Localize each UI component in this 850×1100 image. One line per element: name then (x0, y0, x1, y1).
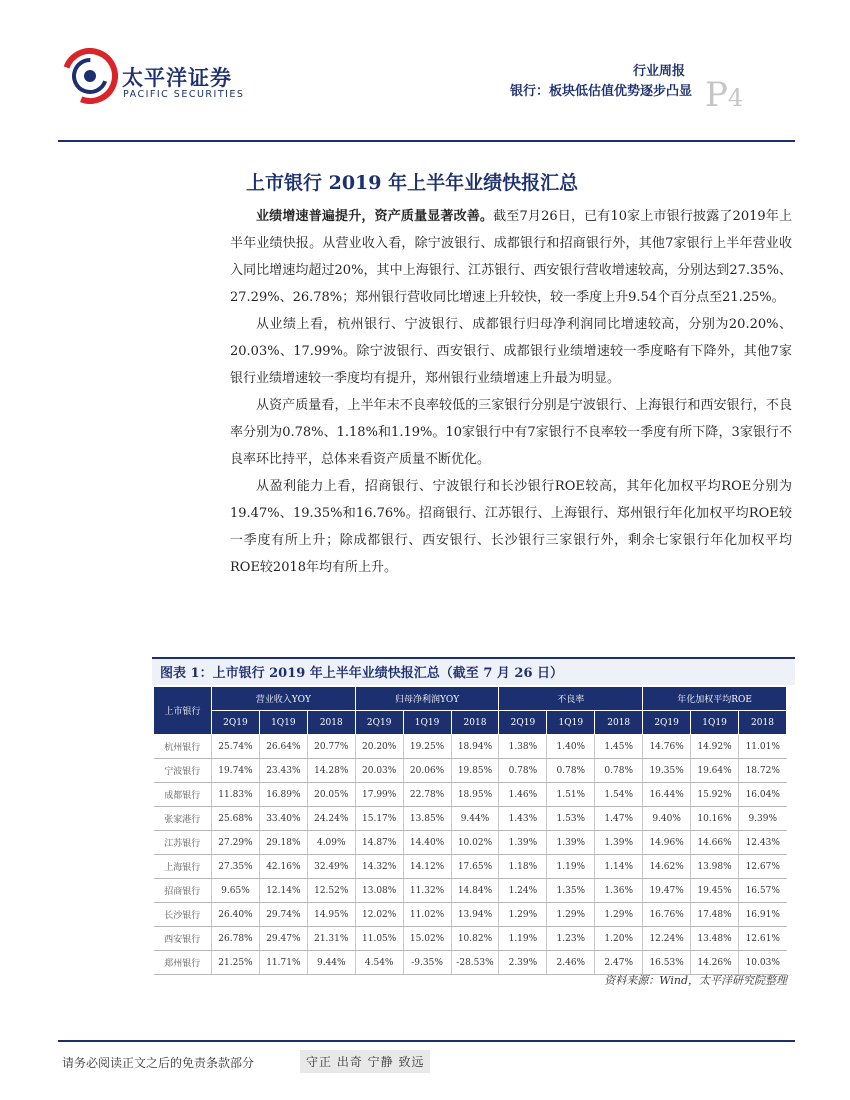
page-number (705, 75, 744, 115)
value-cell: 26.64% (259, 735, 307, 759)
paragraph (230, 203, 792, 311)
value-cell: 12.43% (738, 831, 786, 855)
value-cell: 10.82% (451, 927, 499, 951)
value-cell: 1.51% (547, 783, 595, 807)
group-header-net-profit: 归母净利润YOY (355, 687, 499, 711)
value-cell: 12.67% (738, 855, 786, 879)
value-cell: 13.48% (691, 927, 739, 951)
value-cell: 11.05% (355, 927, 403, 951)
table-row (154, 783, 787, 807)
value-cell: 17.99% (355, 783, 403, 807)
value-cell: 12.61% (738, 927, 786, 951)
table-row (154, 759, 787, 783)
group-header-npl: 不良率 (499, 687, 643, 711)
bank-name-cell: 宁波银行 (154, 759, 212, 783)
value-cell: 14.28% (307, 759, 355, 783)
page-letter: P (705, 75, 728, 115)
figure-title-bar (152, 657, 795, 685)
value-cell: 20.05% (307, 783, 355, 807)
value-cell: 11.71% (259, 951, 307, 975)
table-row (154, 807, 787, 831)
value-cell: 15.02% (403, 927, 451, 951)
value-cell: 1.35% (547, 879, 595, 903)
value-cell: 1.40% (547, 735, 595, 759)
value-cell: 29.74% (259, 903, 307, 927)
value-cell: 0.78% (547, 759, 595, 783)
bank-name-cell: 张家港行 (154, 807, 212, 831)
value-cell: 1.53% (547, 807, 595, 831)
value-cell: 14.96% (643, 831, 691, 855)
value-cell: 27.35% (212, 855, 260, 879)
value-cell: 14.92% (691, 735, 739, 759)
value-cell: 10.16% (691, 807, 739, 831)
value-cell: 11.01% (738, 735, 786, 759)
header-divider (58, 140, 795, 142)
group-header-revenue: 营业收入YOY (212, 687, 356, 711)
value-cell: 11.32% (403, 879, 451, 903)
value-cell: 1.39% (499, 831, 547, 855)
value-cell: 2.39% (499, 951, 547, 975)
value-cell: 25.68% (212, 807, 260, 831)
value-cell: 1.29% (499, 903, 547, 927)
value-cell: 20.77% (307, 735, 355, 759)
value-cell: 20.03% (355, 759, 403, 783)
value-cell: -28.53% (451, 951, 499, 975)
value-cell: 1.47% (595, 807, 643, 831)
value-cell: 19.45% (691, 879, 739, 903)
value-cell: 42.16% (259, 855, 307, 879)
value-cell: 1.19% (547, 855, 595, 879)
brand-name-cn: 太平洋证券 (122, 66, 232, 90)
bank-name-cell: 长沙银行 (154, 903, 212, 927)
value-cell: 16.76% (643, 903, 691, 927)
value-cell: 23.43% (259, 759, 307, 783)
table-row (154, 735, 787, 759)
pacific-securities-logo-icon (62, 48, 118, 104)
value-cell: 16.44% (643, 783, 691, 807)
section-title: 上市银行 2019 年上半年业绩快报汇总 (246, 172, 579, 194)
value-cell: 1.39% (595, 831, 643, 855)
table-body (154, 735, 787, 975)
value-cell: 9.65% (212, 879, 260, 903)
table-row (154, 903, 787, 927)
table-period-header-row (154, 711, 787, 735)
body-text (230, 203, 792, 581)
value-cell: 15.17% (355, 807, 403, 831)
value-cell: 13.94% (451, 903, 499, 927)
bank-name-cell: 杭州银行 (154, 735, 212, 759)
value-cell: -9.35% (403, 951, 451, 975)
value-cell: 29.18% (259, 831, 307, 855)
value-cell: 14.84% (451, 879, 499, 903)
period-header: 1Q19 (259, 711, 307, 735)
value-cell: 12.14% (259, 879, 307, 903)
value-cell: 22.78% (403, 783, 451, 807)
value-cell: 12.02% (355, 903, 403, 927)
value-cell: 1.24% (499, 879, 547, 903)
value-cell: 1.38% (499, 735, 547, 759)
bank-name-cell: 郑州银行 (154, 951, 212, 975)
value-cell: 32.49% (307, 855, 355, 879)
period-header: 2018 (595, 711, 643, 735)
value-cell: 1.23% (547, 927, 595, 951)
value-cell: 18.94% (451, 735, 499, 759)
value-cell: 14.12% (403, 855, 451, 879)
value-cell: 33.40% (259, 807, 307, 831)
table-row (154, 927, 787, 951)
value-cell: 25.74% (212, 735, 260, 759)
value-cell: 26.40% (212, 903, 260, 927)
value-cell: 1.36% (595, 879, 643, 903)
value-cell: 1.43% (499, 807, 547, 831)
value-cell: 16.91% (738, 903, 786, 927)
paragraph-text: 从资产质量看，上半年末不良率较低的三家银行分别是宁波银行、上海银行和西安银行，不良率分别为0.78%、1.18%和1.19%。10家银行中有7家银行不良率较一季度有所下降，3家银行不良率环比持平，总体来看资产质量不断优化。 (230, 398, 792, 467)
value-cell: 0.78% (595, 759, 643, 783)
value-cell: 24.24% (307, 807, 355, 831)
value-cell: 14.32% (355, 855, 403, 879)
bank-name-cell: 上海银行 (154, 855, 212, 879)
value-cell: 19.74% (212, 759, 260, 783)
footer-divider (58, 1040, 795, 1042)
value-cell: 13.98% (691, 855, 739, 879)
value-cell: 4.09% (307, 831, 355, 855)
period-header: 2018 (307, 711, 355, 735)
value-cell: 10.03% (738, 951, 786, 975)
value-cell: 17.48% (691, 903, 739, 927)
table-row (154, 879, 787, 903)
value-cell: 11.83% (212, 783, 260, 807)
value-cell: 14.26% (691, 951, 739, 975)
value-cell: 9.44% (307, 951, 355, 975)
value-cell: 0.78% (499, 759, 547, 783)
period-header: 1Q19 (403, 711, 451, 735)
value-cell: 14.40% (403, 831, 451, 855)
period-header: 2018 (738, 711, 786, 735)
value-cell: 10.02% (451, 831, 499, 855)
paragraph-lead: 业绩增速普遍提升，资产质量显著改善。 (256, 209, 494, 224)
paragraph (230, 473, 792, 581)
value-cell: 13.85% (403, 807, 451, 831)
value-cell: 14.66% (691, 831, 739, 855)
period-header: 2Q19 (499, 711, 547, 735)
value-cell: 19.85% (451, 759, 499, 783)
report-type: 行业周报 (632, 64, 685, 79)
brand-name-en: PACIFIC SECURITIES (123, 89, 245, 100)
value-cell: 1.54% (595, 783, 643, 807)
value-cell: 1.19% (499, 927, 547, 951)
paragraph-text: 从业绩上看，杭州银行、宁波银行、成都银行归母净利润同比增速较高，分别为20.20%、20.03%、17.99%。除宁波银行、西安银行、成都银行业绩增速较一季度略有下降外，其他7家银行业绩增速较一季度均有提升，郑州银行业绩增速上升最为明显。 (230, 317, 792, 386)
paragraph-text: 从盈利能力上看，招商银行、宁波银行和长沙银行ROE较高，其年化加权平均ROE分别为19.47%、19.35%和16.76%。招商银行、江苏银行、上海银行、郑州银行年化加权平均ROE较一季度有所上升；除成都银行、西安银行、长沙银行三家银行外，剩余七家银行年化加权平均ROE较2018年均有所上升。 (230, 479, 792, 575)
value-cell: 17.65% (451, 855, 499, 879)
footer-motto: 守正 出奇 宁静 致远 (300, 1050, 430, 1073)
table-corner-header: 上市银行 (154, 687, 212, 735)
table-group-header-row (154, 687, 787, 711)
value-cell: 19.35% (643, 759, 691, 783)
value-cell: 27.29% (212, 831, 260, 855)
value-cell: 16.53% (643, 951, 691, 975)
page-header (0, 0, 850, 145)
value-cell: 11.02% (403, 903, 451, 927)
period-header: 2Q19 (643, 711, 691, 735)
value-cell: 18.72% (738, 759, 786, 783)
value-cell: 16.04% (738, 783, 786, 807)
bank-name-cell: 招商银行 (154, 879, 212, 903)
bank-name-cell: 江苏银行 (154, 831, 212, 855)
value-cell: 15.92% (691, 783, 739, 807)
value-cell: 14.62% (643, 855, 691, 879)
value-cell: 19.64% (691, 759, 739, 783)
period-header: 1Q19 (547, 711, 595, 735)
report-title: 银行：板块低估值优势逐步凸显 (509, 84, 692, 99)
value-cell: 21.31% (307, 927, 355, 951)
bank-name-cell: 西安银行 (154, 927, 212, 951)
value-cell: 9.40% (643, 807, 691, 831)
value-cell: 2.46% (547, 951, 595, 975)
paragraph (230, 392, 792, 473)
value-cell: 1.29% (595, 903, 643, 927)
table-row (154, 951, 787, 975)
bank-results-table (153, 686, 787, 975)
bank-name-cell: 成都银行 (154, 783, 212, 807)
value-cell: 18.95% (451, 783, 499, 807)
value-cell: 1.39% (547, 831, 595, 855)
value-cell: 1.18% (499, 855, 547, 879)
period-header: 2018 (451, 711, 499, 735)
period-header: 2Q19 (212, 711, 260, 735)
value-cell: 14.76% (643, 735, 691, 759)
value-cell: 29.47% (259, 927, 307, 951)
table-row (154, 831, 787, 855)
value-cell: 9.44% (451, 807, 499, 831)
figure-source: 资料来源：Wind，太平洋研究院整理 (604, 974, 787, 987)
value-cell: 9.39% (738, 807, 786, 831)
value-cell: 14.87% (355, 831, 403, 855)
value-cell: 1.45% (595, 735, 643, 759)
value-cell: 12.52% (307, 879, 355, 903)
paragraph (230, 311, 792, 392)
value-cell: 20.20% (355, 735, 403, 759)
period-header: 1Q19 (691, 711, 739, 735)
value-cell: 19.25% (403, 735, 451, 759)
value-cell: 13.08% (355, 879, 403, 903)
value-cell: 26.78% (212, 927, 260, 951)
value-cell: 16.89% (259, 783, 307, 807)
value-cell: 21.25% (212, 951, 260, 975)
period-header: 2Q19 (355, 711, 403, 735)
value-cell: 2.47% (595, 951, 643, 975)
value-cell: 1.20% (595, 927, 643, 951)
paragraph-text: 截至7月26日，已有10家上市银行披露了2019年上半年业绩快报。从营业收入看，除宁波银行、成都银行和招商银行外，其他7家银行上半年营业收入同比增速均超过20%，其中上海银行、江苏银行、西安银行营收增速较高，分别达到27.35%、27.29%、26.78%；郑州银行营收同比增速上升较快，较一季度上升9.54个百分点至21.25%。 (230, 209, 792, 305)
footer-disclaimer: 请务必阅读正文之后的免责条款部分 (62, 1056, 255, 1070)
table-row (154, 855, 787, 879)
figure-title: 图表 1：上市银行 2019 年上半年业绩快报汇总（截至 7 月 26 日） (160, 666, 564, 681)
value-cell: 1.29% (547, 903, 595, 927)
page-digit: 4 (727, 84, 744, 112)
value-cell: 19.47% (643, 879, 691, 903)
value-cell: 12.24% (643, 927, 691, 951)
value-cell: 20.06% (403, 759, 451, 783)
value-cell: 1.46% (499, 783, 547, 807)
value-cell: 16.57% (738, 879, 786, 903)
value-cell: 14.95% (307, 903, 355, 927)
group-header-roe: 年化加权平均ROE (643, 687, 787, 711)
value-cell: 4.54% (355, 951, 403, 975)
value-cell: 1.14% (595, 855, 643, 879)
